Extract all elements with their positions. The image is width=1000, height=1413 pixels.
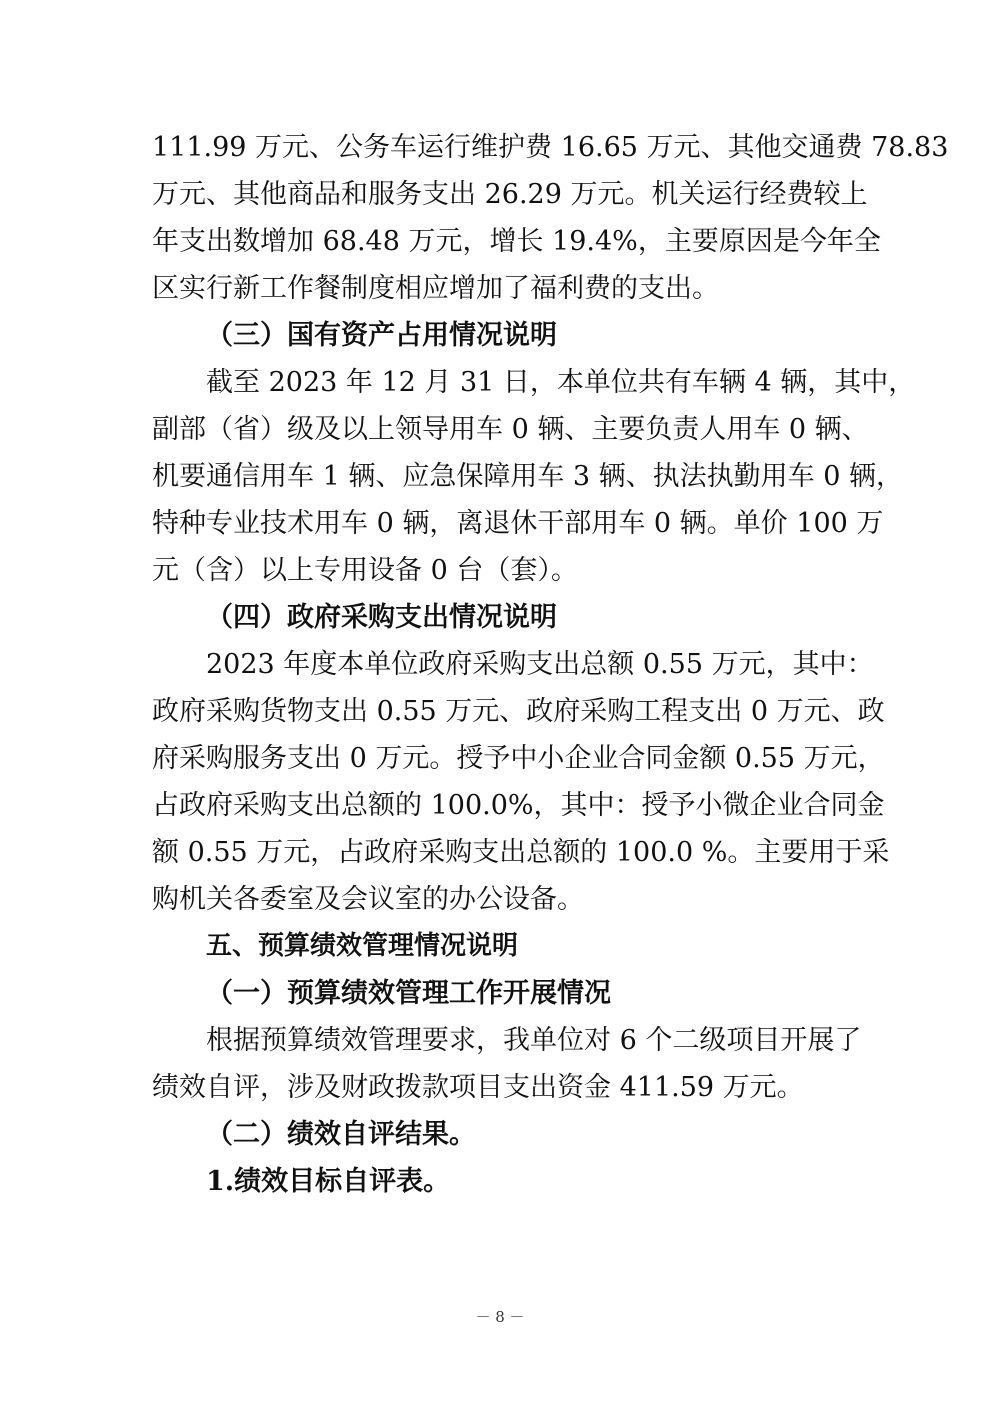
section-heading-procurement: （四）政府采购支出情况说明: [206, 602, 557, 633]
paragraph-line: 区实行新工作餐制度相应增加了福利费的支出。: [152, 273, 719, 304]
subsection-heading-target-table: 1.绩效目标自评表。: [206, 1166, 451, 1197]
document-body: [152, 124, 949, 1205]
paragraph-line: 购机关各委室及会议室的办公设备。: [152, 884, 584, 915]
paragraph-line: 府采购服务支出 0 万元。授予中小企业合同金额 0.55 万元，: [152, 743, 885, 774]
section-heading-performance-work: （一）预算绩效管理工作开展情况: [206, 978, 611, 1009]
paragraph-line: 绩效自评，涉及财政拨款项目支出资金 411.59 万元。: [152, 1072, 804, 1103]
section-heading-assets: （三）国有资产占用情况说明: [206, 320, 557, 351]
paragraph-line: 元（含）以上专用设备 0 台（套）。: [152, 555, 578, 586]
paragraph-line: 万元、其他商品和服务支出 26.29 万元。机关运行经费较上: [152, 179, 868, 210]
paragraph-line: 政府采购货物支出 0.55 万元、政府采购工程支出 0 万元、政: [152, 696, 885, 727]
section-heading-self-eval: （二）绩效自评结果。: [206, 1119, 476, 1150]
paragraph-line: 年支出数增加 68.48 万元，增长 19.4%，主要原因是今年全: [152, 226, 881, 257]
paragraph-line: 占政府采购支出总额的 100.0%，其中：授予小微企业合同金: [152, 790, 885, 821]
paragraph-line: 机要通信用车 1 辆、应急保障用车 3 辆、执法执勤用车 0 辆，: [152, 461, 904, 492]
paragraph-line: 截至 2023 年 12 月 31 日，本单位共有车辆 4 辆，其中，: [206, 367, 916, 398]
paragraph-line: 特种专业技术用车 0 辆，离退休干部用车 0 辆。单价 100 万: [152, 508, 884, 539]
paragraph-line: 额 0.55 万元，占政府采购支出总额的 100.0 %。主要用于采: [152, 837, 890, 868]
paragraph-line: 111.99 万元、公务车运行维护费 16.65 万元、其他交通费 78.83: [152, 132, 949, 163]
page-number: － 8 －: [475, 1308, 525, 1326]
paragraph-line: 副部（省）级及以上领导用车 0 辆、主要负责人用车 0 辆、: [152, 414, 869, 445]
paragraph-line: 2023 年度本单位政府采购支出总额 0.55 万元，其中：: [206, 649, 874, 680]
chapter-heading-performance: 五、预算绩效管理情况说明: [206, 931, 519, 961]
paragraph-line: 根据预算绩效管理要求，我单位对 6 个二级项目开展了: [206, 1025, 862, 1056]
